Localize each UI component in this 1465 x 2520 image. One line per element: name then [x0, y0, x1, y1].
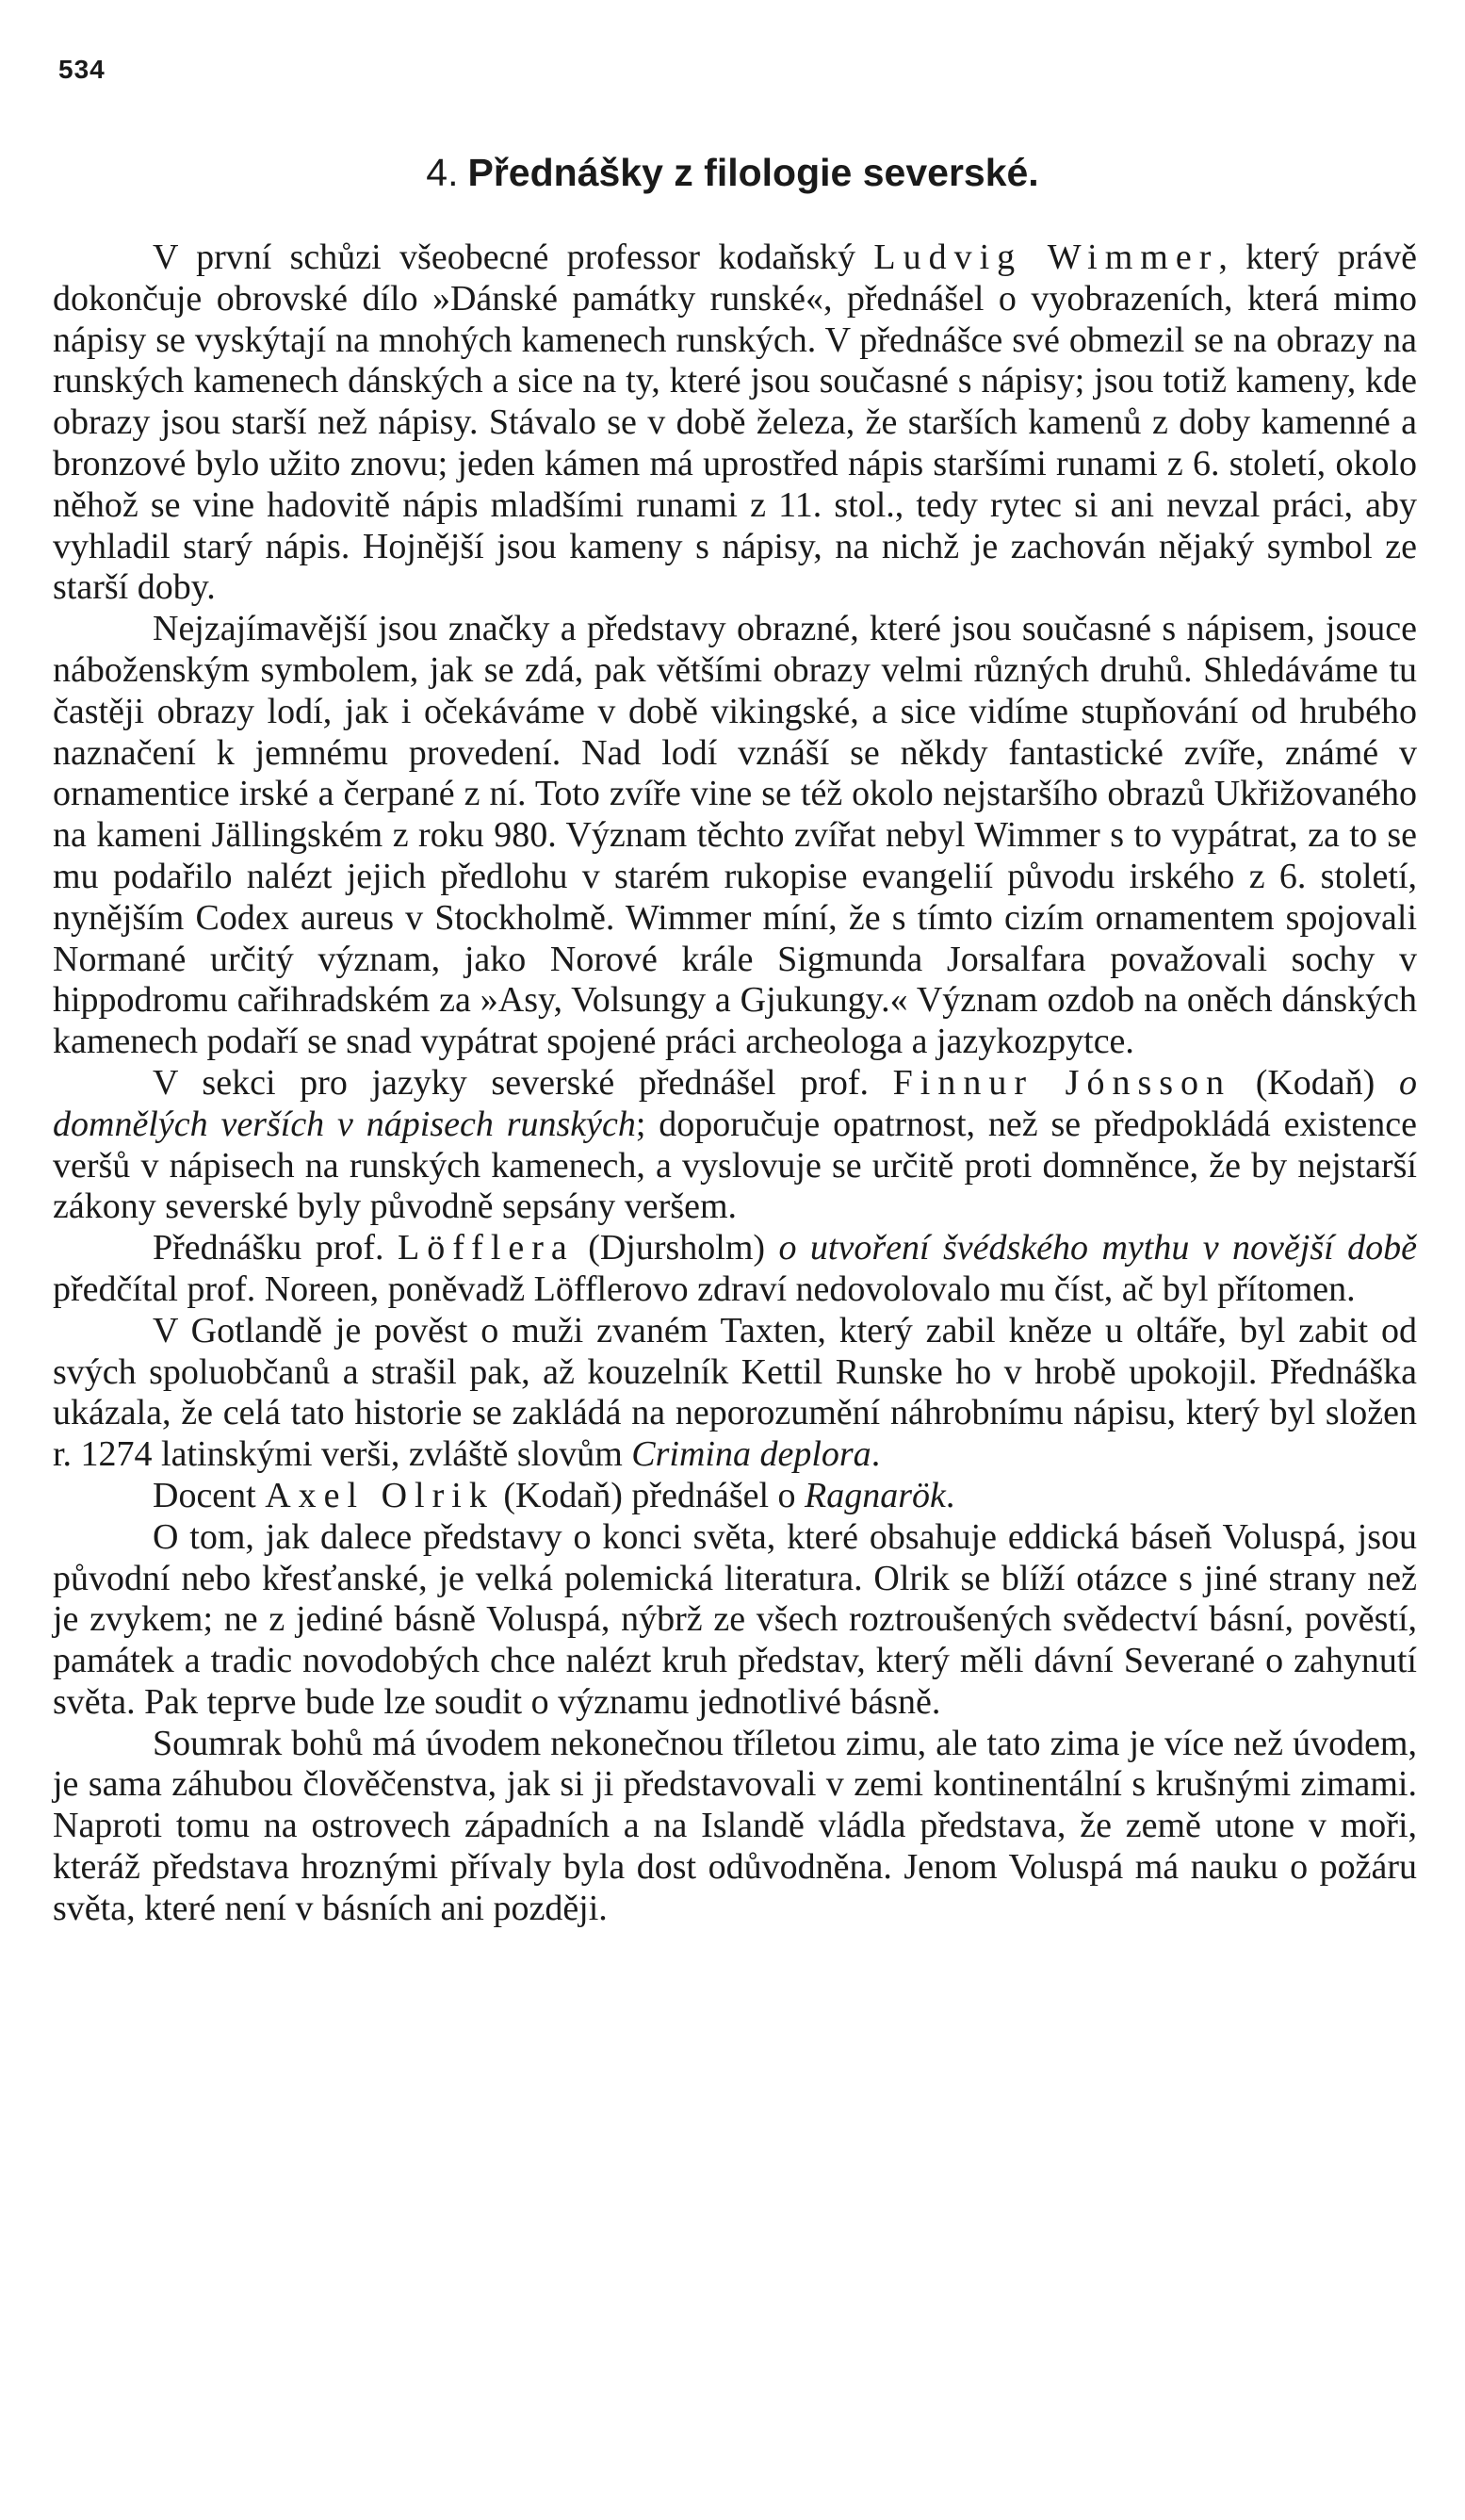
author-name: Löfflera — [397, 1228, 575, 1268]
text-run: Soumrak bohů má úvodem nekonečnou tříletou zimu, ale tato zima je více než úvodem, je sama záhubou člověčenstva, jak si ji představovali v zemi kontinentální s krušnými zimami. Naproti tomu na ostrovech západních a na Islandě vládla představa, že země utone v moři, kteráž představa hroznými přívaly byla dost odůvodněna. Jenom Voluspá má nauku o požáru světa, které není v básních ani později. — [53, 1723, 1417, 1928]
author-name: Ludvig Wimmer — [873, 237, 1219, 277]
paragraph-ragnarok — [53, 1724, 1417, 1930]
text-run: ; doporučuje opatrnost, než se předpokládá existence veršů v nápisech na runských kamenech, a vyslovuje se určitě proti domněnce, že by nejstarší zákony severské byly původně sepsány veršem. — [53, 1104, 1417, 1227]
paragraph-jonsson — [53, 1063, 1417, 1228]
text-run: . — [945, 1475, 955, 1515]
section-title — [0, 151, 1465, 195]
text-run: Docent — [153, 1475, 266, 1515]
paragraph-voluspa — [53, 1517, 1417, 1724]
text-run: V první schůzi všeobecné professor kodaňský — [153, 237, 874, 277]
text-run: V sekci pro jazyky severské přednášel prof. — [153, 1062, 893, 1103]
text-run: . — [871, 1434, 881, 1475]
text-run: , který právě dokončuje obrovské dílo »Dánské památky runské«, přednášel o vyobrazeních, která mimo nápisy se vyskýtají na mnohých kamenech runských. V přednášce své obmezil se na obrazy na runských kamenech dánských a sice na ty, které jsou současné s nápisy; jsou totiž kameny, kde obrazy jsou starší než nápisy. Stávalo se v době železa, že starších kamenů z doby kamenné a bronzové bylo užito znovu; jeden kámen má uprostřed nápis staršími runami z 6. století, okolo něhož se vine hadovitě nápis mladšími runami z 11. stol., tedy rytec si ani nevzal práci, aby vyhladil starý nápis. Hojnější jsou kameny s nápisy, na nichž je zachován nějaký symbol ze starší doby. — [53, 237, 1418, 608]
lecture-topic: o domnělých verších v nápisech runských — [53, 1062, 1417, 1144]
paragraph-gotland — [53, 1311, 1417, 1476]
text-run: předčítal prof. Noreen, poněvadž Löfflerovo zdraví nedovolovalo mu číst, ač byl přítomen. — [53, 1268, 1356, 1309]
paragraph-wimmer — [53, 237, 1417, 609]
author-name: Finnur Jónsson — [892, 1062, 1232, 1103]
latin-quote: Crimina deplora — [631, 1434, 871, 1475]
author-name: Axel Olrik — [265, 1475, 495, 1515]
text-run: (Kodaň) přednášel o — [494, 1475, 806, 1515]
text-run: O tom, jak dalece představy o konci světa, které obsahuje eddická báseň Voluspá, jsou původní nebo křesťanské, je velká polemická literatura. Olrik se blíží otázce s jiné strany než je zvykem; ne z jediné básně Voluspá, nýbrž ze všech roztroušených svědectví básní, pověstí, památek a tradic novodobých chce nalézt kruh představ, který měli dávní Severané o zahynutí světa. Pak teprve bude lze soudit o významu jednotlivé básně. — [53, 1516, 1417, 1722]
lecture-topic: o utvoření švédského mythu v novější době — [778, 1228, 1417, 1268]
section-number: 4. — [426, 151, 459, 194]
section-title-text: Přednášky z filologie severské. — [467, 151, 1039, 194]
page-number: 534 — [58, 55, 106, 84]
paragraph-olrik — [53, 1476, 1417, 1517]
text-run: (Djursholm) — [574, 1228, 779, 1268]
article-body — [53, 237, 1417, 1930]
lecture-topic: Ragnarök — [805, 1475, 946, 1515]
text-run: Přednášku prof. — [153, 1228, 398, 1268]
paragraph-loffler — [53, 1228, 1417, 1311]
text-run: V Gotlandě je pověst o muži zvaném Taxten, který zabil kněze u oltáře, byl zabit od svých spoluobčanů a strašil pak, až kouzelník Kettil Runske ho v hrobě upokojil. Přednáška ukázala, že celá tato historie se zakládá na neporozumění náhrobnímu nápisu, který byl složen r. 1274 latinskými verši, zvláště slovům — [53, 1310, 1417, 1475]
text-run: Nejzajímavější jsou značky a představy obrazné, které jsou současné s nápisem, jsouce náboženským symbolem, jak se zdá, pak většími obrazy velmi různých druhů. Shledáváme tu častěji obrazy lodí, jak i očekáváme v době vikingské, a sice vidíme stupňování od hrubého naznačení k jemnému provedení. Nad lodí vznáší se někdy fantastické zvíře, známé v ornamentice irské a čerpané z ní. Toto zvíře vine se též okolo nejstaršího obrazů Ukřižovaného na kameni Jällingském z roku 980. Význam těchto zvířat nebyl Wimmer s to vypátrat, za to se mu podařilo nalézt jejich předlohu v starém rukopise evangelií původu irského z 6. století, nynějším Codex aureus v Stockholmě. Wimmer míní, že s tímto cizím ornamentem spojovali Normané určitý význam, jako Norové krále Sigmunda Jorsalfara považovali sochy v hippodromu cařihradském za »Asy, Volsungy a Gjukungy.« Význam ozdob na oněch dánských kamenech podaří se snad vypátrat spojené práci archeologa a jazykozpytce. — [53, 609, 1417, 1062]
text-run: (Kodaň) — [1231, 1062, 1399, 1103]
paragraph-symbols — [53, 609, 1417, 1063]
